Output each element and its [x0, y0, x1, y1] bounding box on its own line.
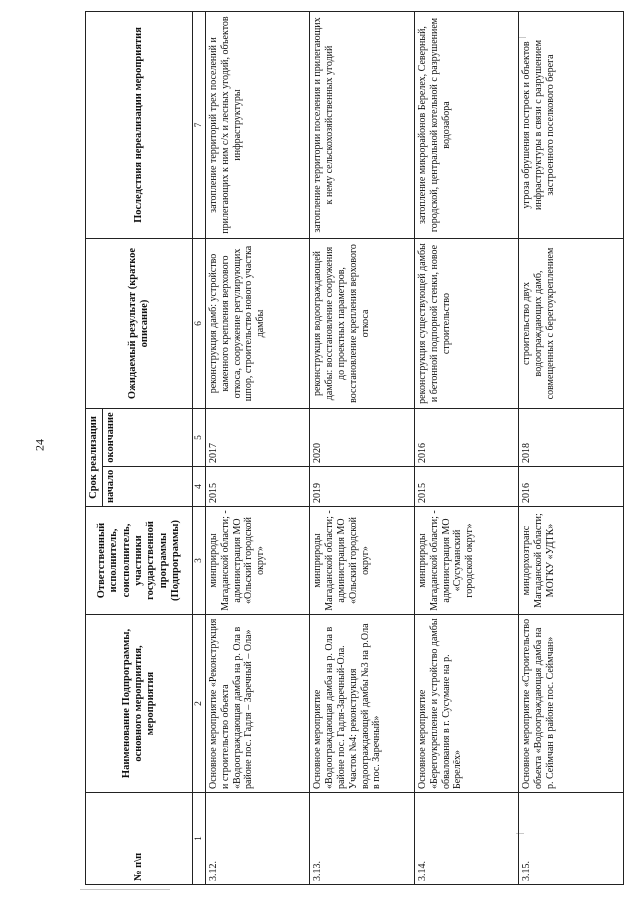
header-result: Ожидаемый результат (краткое описание) [86, 239, 193, 409]
header-consequences: Последствия нереализации мероприятия [86, 12, 193, 239]
header-start: начало [103, 467, 193, 507]
table-container [85, 12, 624, 885]
measures-table [85, 11, 624, 885]
rotated-table-wrapper [85, 12, 624, 885]
row-responsible: миндорхозтранс Магаданской области; МОГКУ «УДТК» [519, 507, 624, 615]
row-number: 3.15. [519, 793, 624, 885]
row-responsible: минприроды Магаданской области; - администрация МО «Ольский городской округ» [206, 507, 310, 615]
column-number: 4 [193, 467, 206, 507]
column-number: 2 [193, 615, 206, 793]
table-row [206, 12, 310, 885]
row-end-year: 2016 [414, 409, 518, 467]
row-consequences: затопление территории поселения и прилегающих к нему сельскохозяйственных угодий [310, 12, 414, 239]
row-consequences: затопление территорий трех поселений и прилегающих к ним с/х и лесных угодий, объектов инфраструктуры [206, 12, 310, 239]
row-end-year: 2017 [206, 409, 310, 467]
row-consequences: угроза обрушения построек и объектов инфраструктуры в связи с разрушением застроенного поселкового берега [519, 12, 624, 239]
row-responsible: минприроды Магаданской области; - администрация МО «Сусуманский городской округ» [414, 507, 518, 615]
row-start-year: 2015 [206, 467, 310, 507]
row-name: Основное мероприятие «Берегоукрепление и устройство дамбы обвалования в г. Сусумане на р. Берелёх» [414, 615, 518, 793]
scan-mark-footer [80, 889, 170, 890]
header-responsible: Ответственный исполнитель, соисполнитель, участники государственной программы (Подпрограммы) [86, 507, 193, 615]
table-row [414, 12, 518, 885]
row-start-year: 2016 [519, 467, 624, 507]
row-name: Основное мероприятие «Строительство объекта «Водоограждающая дамба на р. Сеймчан в районе пос. Сеймчан» [519, 615, 624, 793]
page-number: 24 [32, 439, 47, 451]
column-number: 7 [193, 12, 206, 239]
column-number-row [193, 12, 206, 885]
row-start-year: 2015 [414, 467, 518, 507]
row-name: Основное мероприятие «Водоограждающая дамба на р. Ола в районе пос. Гадля-Заречный-Ола. Участок №4: реконструкция водоограждающей дамбы №3 на р.Ола в пос. Заречный» [310, 615, 414, 793]
row-end-year: 2020 [310, 409, 414, 467]
row-consequences: затопление микрорайонов Берелех, Северный, городской, центральной котельной с разрушением водозабора [414, 12, 518, 239]
header-row-top [86, 12, 103, 885]
row-start-year: 2019 [310, 467, 414, 507]
column-number: 6 [193, 239, 206, 409]
header-name: Наименование Подпрограммы, основного мероприятия, мероприятия [86, 615, 193, 793]
column-number: 5 [193, 409, 206, 467]
column-number: 3 [193, 507, 206, 615]
row-result: реконструкция существующей дамбы и бетонной подпорной стенки, новое строительство [414, 239, 518, 409]
header-end: окончание [103, 409, 193, 467]
row-number: 3.12. [206, 793, 310, 885]
row-result: строительство двух водоограждающих дамб, совмещенных с берегоукреплением [519, 239, 624, 409]
table-row [310, 12, 414, 885]
row-end-year: 2018 [519, 409, 624, 467]
row-result: реконструкция дамб: устройство каменного крепления верхового откоса, сооружение регулирующих шпор, строительство нового участка дамбы [206, 239, 310, 409]
row-responsible: минприроды Магаданской области; - администрация МО «Ольский городской округ» [310, 507, 414, 615]
row-name: Основное мероприятие «Реконструкция и строительство объекта «Водоограждающая дамба на р. Ола в районе пос. Гадля – Заречный – Ола» [206, 615, 310, 793]
header-num: № п\п [86, 793, 193, 885]
row-result: реконструкция водоограждающей дамбы: восстановление сооружения до проектных параметров, восстановление крепления верхового откоса [310, 239, 414, 409]
table-row [519, 12, 624, 885]
row-number: 3.14. [414, 793, 518, 885]
row-number: 3.13. [310, 793, 414, 885]
column-number: 1 [193, 793, 206, 885]
header-period: Срок реализации [86, 409, 103, 507]
